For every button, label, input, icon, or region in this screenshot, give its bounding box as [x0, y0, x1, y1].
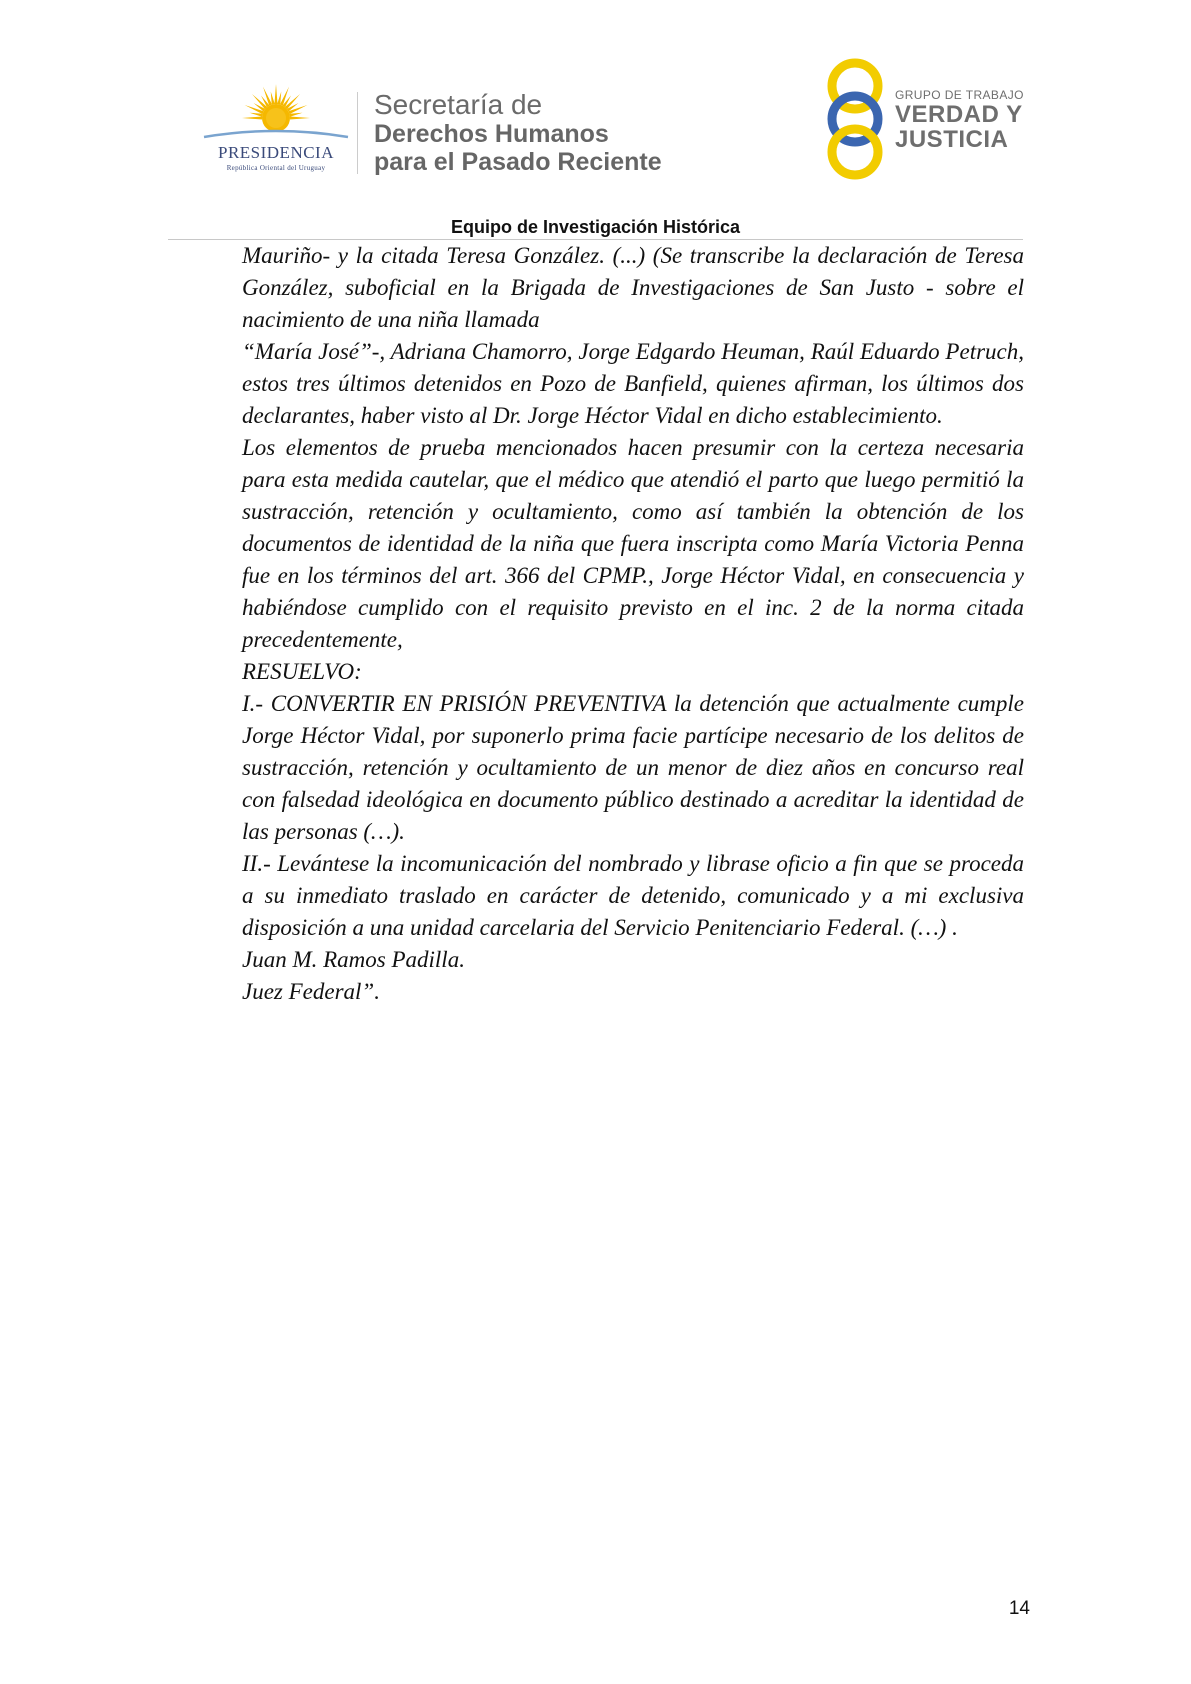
presidencia-logo: [196, 80, 356, 180]
paragraph: I.- CONVERTIR EN PRISIÓN PREVENTIVA la detención que actualmente cumple Jorge Héctor Vidal, por suponerlo prima facie partícipe necesario de los delitos de sustracción, retención y ocultamiento de un menor de diez años en concurso real con falsedad ideológica en documento público destinado a acreditar la identidad de las personas (…).: [242, 691, 1024, 844]
grupo-trabajo-small: GRUPO DE TRABAJO: [895, 88, 1024, 102]
team-title: Equipo de Investigación Histórica: [450, 217, 741, 237]
secretaria-wordmark: [374, 90, 662, 176]
paragraph: Juez Federal”.: [242, 979, 380, 1004]
secretaria-line3: para el Pasado Reciente: [374, 148, 662, 176]
paragraph: Mauriño- y la citada Teresa González. (...) (Se transcribe la declaración de Teresa González, suboficial en la Brigada de Investigaciones de San Justo - sobre el nacimiento de una niña llamada: [242, 243, 1024, 332]
sun-ray: [277, 92, 281, 105]
sun-ray: [289, 113, 302, 117]
sun-ray: [250, 113, 263, 117]
paragraph: Juan M. Ramos Padilla.: [242, 947, 465, 972]
sun-ray: [290, 116, 310, 119]
linked-rings-icon: [820, 58, 890, 180]
sun-ray: [242, 116, 262, 119]
paragraph: II.- Levántese la incomunicación del nombrado y librase oficio a fin que se proceda a su inmediato traslado en carácter de detenido, comunicado y a mi exclusiva disposición a una unidad carcelaria del Servicio Penitenciario Federal. (…) .: [242, 851, 1024, 940]
page-header: [0, 0, 1191, 240]
paragraph: “María José”-, Adriana Chamorro, Jorge Edgardo Heuman, Raúl Eduardo Petruch, estos tres últimos detenidos en Pozo de Banfield, quienes afirman, los últimos dos declarantes, haber visto al Dr. Jorge Héctor Vidal en dicho establecimiento.: [242, 339, 1024, 428]
sun-emblem-icon: [196, 80, 356, 140]
sun-ray: [288, 105, 307, 114]
sun-ray: [271, 92, 275, 105]
paragraph: Los elementos de prueba mencionados hacen presumir con la certeza necesaria para esta medida cautelar, que el médico que atendió el parto que luego permitió la sustracción, retención y ocultamiento, como así también la obtención de los documentos de identidad de la niña que fuera inscripta como María Victoria Penna fue en los términos del art. 366 del CPMP., Jorge Héctor Vidal, en consecuencia y habiéndose cumplido con el requisito previsto en el inc. 2 de la norma citada precedentemente,: [242, 435, 1024, 652]
sun-ray: [245, 105, 264, 114]
secretaria-line1: Secretaría de: [374, 89, 543, 120]
paragraph: RESUELVO:: [242, 659, 362, 684]
grupo-verdad: VERDAD Y: [895, 101, 1023, 128]
presidencia-subtitle: República Oriental del Uruguay: [226, 164, 326, 172]
presidencia-name: PRESIDENCIA: [217, 143, 334, 162]
document-body: [242, 240, 1024, 1008]
secretaria-line2: Derechos Humanos: [374, 120, 609, 148]
sun-ray: [274, 84, 277, 104]
sun-ray: [263, 87, 272, 106]
grupo-trabajo-wordmark: [895, 88, 1024, 152]
grupo-justicia: JUSTICIA: [895, 126, 1009, 153]
sun-ray: [280, 87, 289, 106]
header-divider: [357, 92, 358, 174]
page-number: 14: [1008, 1598, 1030, 1619]
